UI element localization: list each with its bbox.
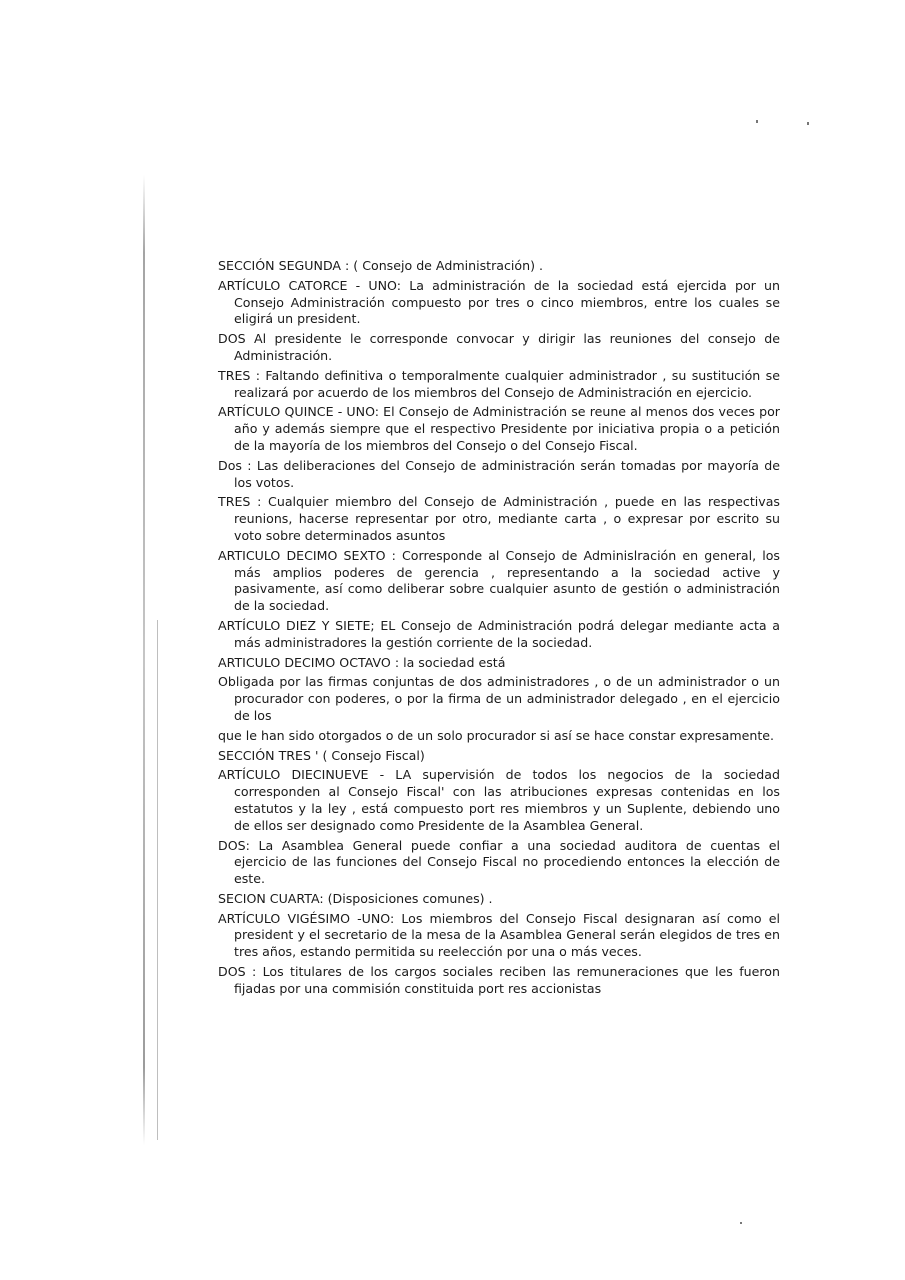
scan-edge-shadow-inner <box>157 620 158 1140</box>
article-twenty-one: ARTÍCULO VIGÉSIMO -UNO: Los miembros del Consejo Fiscal designaran así como el president y el secretario de la mesa de la Asamblea General serán elegidos de tres en tres años, estando permitida su reelección por una o más veces. <box>218 910 780 960</box>
article-fourteen-one: ARTÍCULO CATORCE - UNO: La administración de la sociedad está ejercida por un Consejo Administración compuesto por tres o cinco miembros, entre los cuales se eligirá un president. <box>218 277 780 327</box>
scan-edge-shadow <box>143 175 145 1145</box>
document-body <box>218 258 780 1001</box>
scan-speck <box>740 1222 742 1224</box>
article-nineteen-two: DOS: La Asamblea General puede confiar a una sociedad auditora de cuentas el ejercicio de las funciones del Consejo Fiscal no procediendo entonces la elección de este. <box>218 837 780 887</box>
section-heading-tres: SECCIÓN TRES ' ( Consejo Fiscal) <box>218 747 425 763</box>
article-eighteen-body: Obligada por las firmas conjuntas de dos administradores , o de un administrador o un procurador con poderes, o por la firma de un administrador delegado , en el ejercicio de los <box>218 674 780 723</box>
article-seventeen: ARTÍCULO DIEZ Y SIETE; EL Consejo de Administración podrá delegar mediante acta a más administradores la gestión corriente de la sociedad. <box>218 617 780 650</box>
article-fifteen-two: Dos : Las deliberaciones del Consejo de administración serán tomadas por mayoría de los votos. <box>218 457 780 490</box>
scan-speck <box>756 120 758 123</box>
article-nineteen-one: ARTÍCULO DIECINUEVE - LA supervisión de todos los negocios de la sociedad corresponden al Consejo Fiscal' con las atribuciones expresas contenidas en los estatutos y la ley , está compuesto port res miembros y un Suplente, debiendo uno de ellos ser designado como Presidente de la Asamblea General. <box>218 767 780 833</box>
section-heading-cuarta: SECION CUARTA: (Disposiciones comunes) . <box>218 890 493 906</box>
article-eighteen-continuation: que le han sido otorgados o de un solo procurador si así se hace constar expresamente. <box>218 727 775 743</box>
article-fourteen-two: DOS Al presidente le corresponde convocar y dirigir las reuniones del consejo de Administración. <box>218 331 780 363</box>
article-fifteen-three: TRES : Cualquier miembro del Consejo de Administración , puede en las respectivas reunions, hacerse representar por otro, mediante carta , o expresar por escrito su voto sobre determinados asuntos <box>218 494 780 543</box>
section-heading-segunda: SECCIÓN SEGUNDA : ( Consejo de Administración) . <box>218 258 543 273</box>
scan-speck <box>807 122 809 125</box>
article-eighteen-heading: ARTICULO DECIMO OCTAVO : la sociedad está <box>218 654 506 670</box>
article-sixteen: ARTICULO DECIMO SEXTO : Corresponde al Consejo de Adminislración en general, los más amplios poderes de gerencia , representando a la sociedad active y pasivamente, así como deliberar sobre cualquier asunto de gestión o administración de la sociedad. <box>218 547 780 614</box>
article-fifteen-one: ARTÍCULO QUINCE - UNO: El Consejo de Administración se reune al menos dos veces por año y además siempre que el respectivo Presidente por iniciativa propia o a petición de la mayoría de los miembros del Consejo o del Consejo Fiscal. <box>218 404 780 453</box>
article-fourteen-three: TRES : Faltando definitiva o temporalmente cualquier administrador , su sustitución se realizará por acuerdo de los miembros del Consejo de Administración en ejercicio. <box>218 367 780 400</box>
article-twenty-two: DOS : Los titulares de los cargos sociales reciben las remuneraciones que les fueron fijadas por una commisión constituida port res accionistas <box>218 964 780 996</box>
